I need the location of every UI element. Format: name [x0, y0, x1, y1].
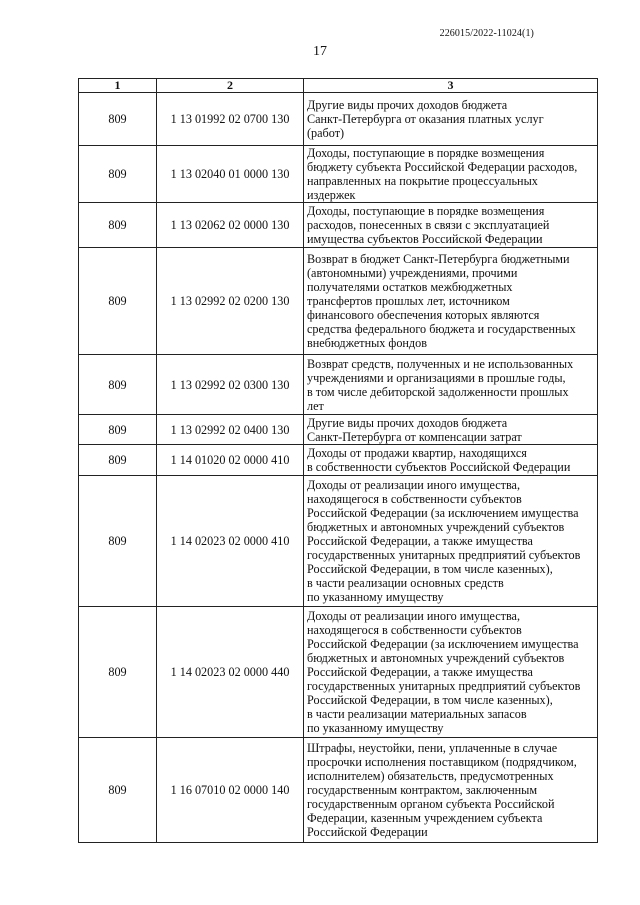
budget-codes-table	[78, 78, 598, 843]
table-header	[79, 79, 598, 93]
description-line: внебюджетных фондов	[307, 336, 427, 350]
description-line: находящегося в собственности субъектов	[307, 623, 522, 637]
description-line: государственным органом субъекта Российской	[307, 797, 555, 811]
description-cell	[304, 355, 598, 415]
kbk-code-cell: 1 13 02062 02 0000 130	[157, 203, 304, 248]
kbk-code-cell: 1 14 01020 02 0000 410	[157, 445, 304, 476]
description-line: Доходы от реализации иного имущества,	[307, 609, 521, 623]
description-line: Доходы, поступающие в порядке возмещения	[307, 204, 545, 218]
admin-code-cell: 809	[79, 355, 157, 415]
description-line: имущества субъектов Российской Федерации	[307, 232, 543, 246]
description-cell	[304, 415, 598, 445]
column-header-3: 3	[304, 79, 598, 93]
admin-code-cell: 809	[79, 203, 157, 248]
description-line: просрочки исполнения поставщиком (подрядчиком,	[307, 755, 577, 769]
description-line: государственным контрактом, заключенным	[307, 783, 538, 797]
description-line: Российской Федерации, в том числе казенных),	[307, 562, 553, 576]
admin-code-cell: 809	[79, 738, 157, 843]
admin-code-cell: 809	[79, 445, 157, 476]
description-line: государственных унитарных предприятий субъектов	[307, 548, 581, 562]
description-line: Российской Федерации, а также имущества	[307, 665, 533, 679]
description-line: Российской Федерации, в том числе казенных),	[307, 693, 553, 707]
table-row	[79, 607, 598, 738]
document-registration-number: 226015/2022-11024(1)	[439, 28, 534, 39]
description-cell	[304, 476, 598, 607]
description-line: Российской Федерации	[307, 825, 428, 839]
description-line: Другие виды прочих доходов бюджета	[307, 415, 508, 430]
kbk-code-cell: 1 13 02992 02 0200 130	[157, 248, 304, 355]
admin-code-cell: 809	[79, 93, 157, 146]
description-line: Федерации, казенным учреждением субъекта	[307, 811, 543, 825]
admin-code-cell: 809	[79, 248, 157, 355]
table-row	[79, 203, 598, 248]
description-line: Другие виды прочих доходов бюджета	[307, 98, 508, 112]
description-line: Штрафы, неустойки, пени, уплаченные в случае	[307, 741, 558, 755]
description-line: трансфертов прошлых лет, источником	[307, 294, 510, 308]
table-header-row	[79, 79, 598, 93]
kbk-code-cell: 1 14 02023 02 0000 410	[157, 476, 304, 607]
description-line: в части реализации основных средств	[307, 576, 504, 590]
description-line: в том числе дебиторской задолженности прошлых	[307, 384, 569, 399]
description-cell	[304, 607, 598, 738]
description-line: Российской Федерации (за исключением имущества	[307, 506, 579, 520]
description-line: Российской Федерации (за исключением имущества	[307, 637, 579, 651]
description-line: средства федерального бюджета и государственных	[307, 322, 576, 336]
table-row	[79, 476, 598, 607]
kbk-code-cell: 1 16 07010 02 0000 140	[157, 738, 304, 843]
description-line: исполнителем) обязательств, предусмотренных	[307, 769, 554, 783]
description-line: Возврат средств, полученных и не использованных	[307, 356, 574, 371]
description-line: учреждениями и организациями в прошлые годы,	[307, 370, 566, 385]
description-line: направленных на покрытие процессуальных	[307, 174, 538, 188]
description-line: находящегося в собственности субъектов	[307, 492, 522, 506]
description-line: по указанному имуществу	[307, 721, 444, 735]
description-line: государственных унитарных предприятий субъектов	[307, 679, 581, 693]
column-header-1: 1	[79, 79, 157, 93]
description-cell	[304, 248, 598, 355]
kbk-code-cell: 1 13 02992 02 0400 130	[157, 415, 304, 445]
description-cell	[304, 445, 598, 476]
kbk-code-cell: 1 13 02992 02 0300 130	[157, 355, 304, 415]
page-number: 17	[313, 44, 327, 59]
description-cell	[304, 93, 598, 146]
description-line: расходов, понесенных в связи с эксплуатацией	[307, 218, 550, 232]
description-line: Доходы от реализации иного имущества,	[307, 478, 521, 492]
description-line: Доходы от продажи квартир, находящихся	[307, 446, 527, 460]
table-row	[79, 93, 598, 146]
description-line: Санкт-Петербурга от компенсации затрат	[307, 429, 522, 444]
kbk-code-cell: 1 14 02023 02 0000 440	[157, 607, 304, 738]
description-line: Российской Федерации, а также имущества	[307, 534, 533, 548]
description-cell	[304, 738, 598, 843]
table-row	[79, 355, 598, 415]
description-line: получателями остатков межбюджетных	[307, 280, 513, 294]
admin-code-cell: 809	[79, 415, 157, 445]
admin-code-cell: 809	[79, 146, 157, 203]
table-row	[79, 146, 598, 203]
kbk-code-cell: 1 13 01992 02 0700 130	[157, 93, 304, 146]
description-line: лет	[307, 398, 324, 413]
description-line: финансового обеспечения которых являются	[307, 308, 540, 322]
table-row	[79, 738, 598, 843]
table-row	[79, 445, 598, 476]
description-line: издержек	[307, 188, 356, 202]
table-row	[79, 415, 598, 445]
description-line: Санкт-Петербурга от оказания платных услуг	[307, 112, 544, 126]
description-line: (работ)	[307, 126, 345, 140]
description-cell	[304, 203, 598, 248]
description-line: Возврат в бюджет Санкт-Петербурга бюджетными	[307, 252, 570, 266]
description-cell	[304, 146, 598, 203]
description-line: в собственности субъектов Российской Федерации	[307, 460, 571, 474]
description-line: Доходы, поступающие в порядке возмещения	[307, 146, 545, 160]
admin-code-cell: 809	[79, 476, 157, 607]
description-line: бюджетных и автономных учреждений субъектов	[307, 520, 565, 534]
description-line: по указанному имуществу	[307, 590, 444, 604]
description-line: бюджету субъекта Российской Федерации расходов,	[307, 160, 578, 174]
kbk-code-cell: 1 13 02040 01 0000 130	[157, 146, 304, 203]
description-line: (автономными) учреждениями, прочими	[307, 266, 518, 280]
description-line: в части реализации материальных запасов	[307, 707, 527, 721]
table-row	[79, 248, 598, 355]
description-line: бюджетных и автономных учреждений субъектов	[307, 651, 565, 665]
admin-code-cell: 809	[79, 607, 157, 738]
column-header-2: 2	[157, 79, 304, 93]
table-body	[79, 93, 598, 843]
